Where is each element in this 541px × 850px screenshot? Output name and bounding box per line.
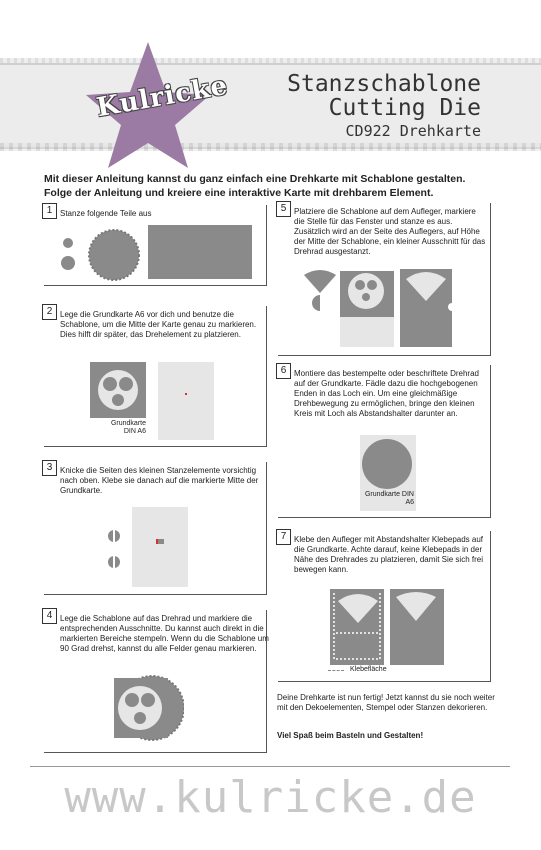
center-mark	[156, 539, 164, 544]
intro-line2: Folge der Anleitung und kreiere eine interaktive Karte mit drehbarem Element.	[44, 187, 434, 199]
website-url[interactable]: www.kulricke.de	[64, 772, 477, 823]
footer-divider	[30, 766, 510, 767]
intro-text	[44, 172, 504, 200]
closing-bold: Viel Spaß beim Basteln und Gestalten!	[277, 731, 424, 740]
legend-label: Klebefläche	[350, 666, 387, 673]
step-5	[278, 203, 491, 356]
template-icon	[90, 362, 146, 418]
logo-text: Kulricke	[94, 70, 231, 124]
step-number: 7	[276, 529, 291, 545]
step-7	[278, 531, 491, 682]
card-preview	[158, 362, 214, 440]
center-mark	[185, 393, 187, 395]
step-number: 1	[42, 203, 57, 219]
die-parts-icon	[58, 223, 258, 281]
step-number: 5	[276, 201, 291, 217]
step-3	[44, 462, 267, 595]
product-code: CD922 Drehkarte	[345, 122, 481, 140]
step-2	[44, 306, 267, 447]
wheel-template-icon	[104, 674, 184, 742]
step-text: Lege die Grundkarte A6 vor dich und benutze die Schablone, um die Mitte der Karte genau zu markieren. Dies hilft dir später, das Drehelement zu platzieren.	[60, 310, 257, 339]
title-english: Cutting Die	[328, 95, 481, 121]
step-text: Klebe den Aufleger mit Abstandshalter Klebepads auf die Grundkarte. Achte darauf, keine Klebepads in der Nähe des Drehrades zu platzieren, damit Sie sich frei bewegen kann.	[294, 535, 484, 574]
title-german: Stanzschablone	[287, 71, 481, 97]
step-1	[44, 205, 267, 286]
glue-pad-layout-icon	[328, 587, 448, 667]
card-preview	[132, 507, 188, 587]
step-number: 3	[42, 460, 57, 476]
step-text: Montiere das bestempelte oder beschriftete Drehrad auf der Grundkarte. Fädle dazu die hochgebogenen Enden in das Loch ein. Um eine gleichmäßige Drehbewegung zu ermöglichen, bringe den kleinen Kreis mit Loch als Abstandshalter darunter an.	[294, 369, 479, 418]
step-text: Lege die Schablone auf das Drehrad und markiere die entsprechenden Ausschnitte. Du kannst auch direkt in die markierten Bereiche stempeln. Wenn du die Schablone um 90 Grad drehst, kannst du alle Felder genau markieren.	[60, 614, 269, 653]
product-title	[287, 72, 481, 140]
step-4	[44, 610, 267, 753]
step-number: 2	[42, 304, 57, 320]
step-number: 4	[42, 608, 57, 624]
step-text: Platziere die Schablone auf dem Aufleger, markiere die Stelle für das Fenster und stanze es aus. Zusätzlich wird an der Seite des Auflegers, auf Höhe der Mitte der Schablone, ein kleiner Ausschnitt für das Drehrad ausgestanzt.	[294, 207, 486, 256]
closing-text: Deine Drehkarte ist nun fertig! Jetzt kannst du sie noch weiter mit den Dekoelementen, Stempel oder Stanzen dekorieren.	[277, 693, 495, 712]
card-caption: Grundkarte DIN A6	[364, 491, 414, 506]
step-text: Stanze folgende Teile aus	[60, 209, 152, 218]
step-text: Knicke die Seiten des kleinen Stanzelemente vorsichtig nach oben. Klebe sie danach auf die markierte Mitte der Grundkarte.	[60, 466, 259, 495]
step-6	[278, 365, 491, 518]
folded-parts-icon	[102, 524, 126, 574]
glue-legend-icon	[328, 670, 344, 672]
intro-line1: Mit dieser Anleitung kannst du ganz einfach eine Drehkarte mit Schablone gestalten.	[44, 173, 466, 185]
card-caption: Grundkarte DIN A6	[110, 420, 146, 435]
card-preview	[360, 435, 416, 511]
rotating-wheel-icon	[362, 439, 412, 489]
topper-window-icon	[302, 265, 472, 349]
step-number: 6	[276, 363, 291, 379]
